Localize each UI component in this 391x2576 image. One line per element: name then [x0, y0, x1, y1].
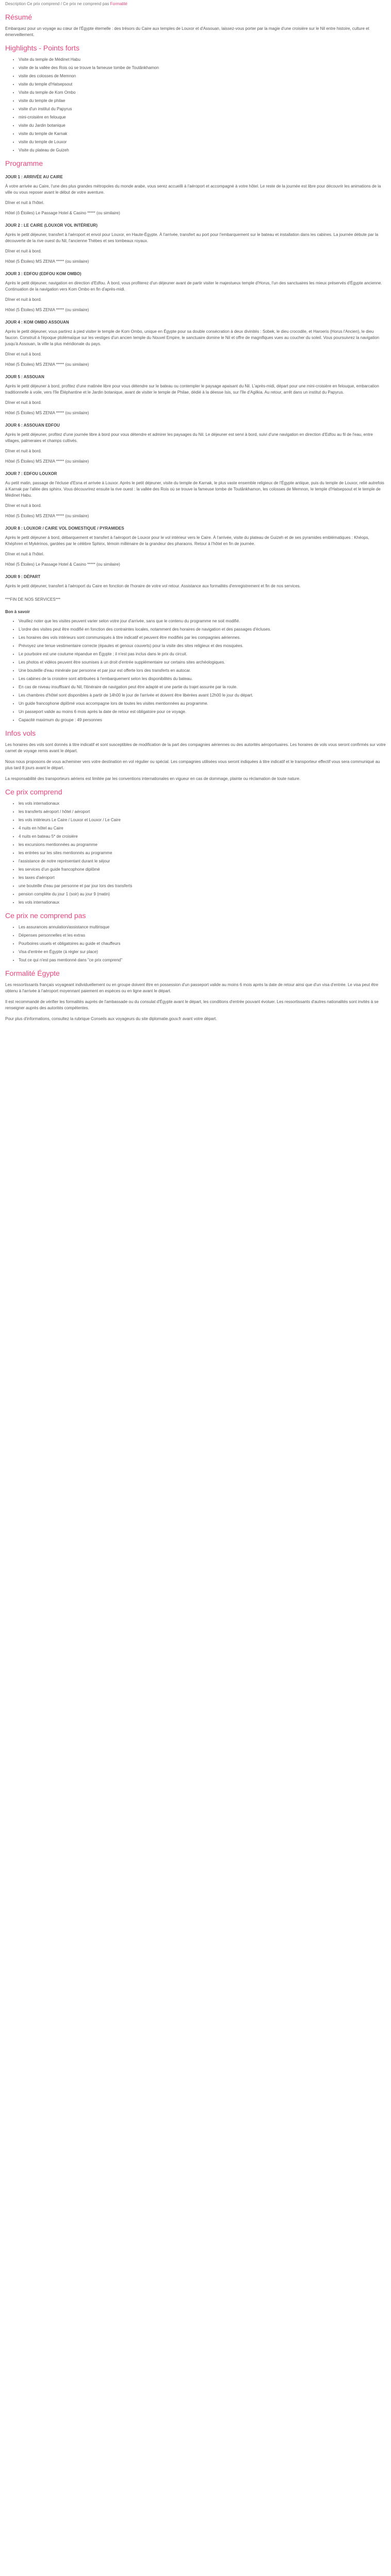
day-description: Après le petit déjeuner, vous partirez à pied visiter le temple de Kom Ombo, unique en Égypte pour sa double consécration à deux divinités : Sobek, le dieu crocodile, et Haroeris (Horus l'Ancien), le dieu faucon. Construit à l'époque ptolémaïque sur les vestiges d'un ancien temple du Nouvel Empire, le sanctuaire domine le Nil et offre de magnifiques vues au coucher du soleil. Vous poursuivrez la navigation jusqu'à Assouan, la ville la plus méridionale du pays. [5, 329, 380, 346]
list-item: • Dépenses personnelles et les extras [19, 933, 386, 939]
day-meal-line: Dîner et nuit à bord. [5, 249, 42, 253]
section-highlights [5, 43, 386, 154]
list-item: • les entrées sur les sites mentionnés au programme [19, 850, 386, 856]
bon-a-savoir-list [5, 618, 386, 723]
list-item: • les vols intérieurs Le Caire / Louxor et Louxor / Le Caire [19, 817, 386, 823]
list-item: • Les assurances annulation/assistance multirisque [19, 924, 386, 930]
list-item: • les transferts aéroport / hôtel / aéroport [19, 809, 386, 815]
list-item: • En cas de niveau insuffisant du Nil, l'itinéraire de navigation peut être adapté et une partie du trajet assurée par la route. [19, 684, 386, 690]
list-item: • Visite du temple de Kom Ombo [19, 90, 386, 96]
section-prix-comprend [5, 787, 386, 906]
tab-nav-text[interactable]: Description Ce prix comprend / Ce prix ne comprend pas [5, 2, 110, 6]
day-description: Après le petit déjeuner à bord, débarquement et transfert à l'aéroport de Louxor pour le vol intérieur vers le Caire. À l'arrivée, visite du plateau de Guizeh et de ses pyramides emblématiques : Khéops, Khéphren et Mykérinos, gardées par le célèbre Sphinx, témoin millénaire de la grandeur des pharaons. Retour à l'hôtel en fin de journée. [5, 535, 369, 546]
list-item: • les excursions mentionnées au programme [19, 842, 386, 848]
list-item: • Une bouteille d'eau minérale par personne et par jour est offerte lors des transferts en autocar. [19, 668, 386, 674]
prix-ne-comprend-pas-list [5, 924, 386, 963]
formalite-title: Formalité Égypte [5, 969, 60, 977]
list-item: • 4 nuits en bateau 5* de croisière [19, 834, 386, 840]
list-item: • 4 nuits en hôtel au Caire [19, 825, 386, 832]
list-item: • Un passeport valide au moins 6 mois après la date de retour est obligatoire pour ce voyage. [19, 709, 386, 715]
list-item: • visite d'un institut du Papyrus [19, 106, 386, 112]
list-item: • Tout ce qui n'est pas mentionné dans "ce prix comprend" [19, 957, 386, 963]
list-item: • visite du temple de Karnak [19, 131, 386, 137]
day-description: Après le petit déjeuner, transfert à l'aéroport du Caire en fonction de l'horaire de votre vol retour. Assistance aux formalités d'enregistrement et fin de nos services. [5, 584, 301, 588]
programme-title: Programme [5, 159, 43, 167]
day-description: Après le petit déjeuner, navigation en direction d'Edfou. À bord, vous profiterez d'un déjeuner avant de partir visiter le majestueux temple d'Horus, l'un des sanctuaires les mieux préservés d'Égypte ancienne. Continuation de la navigation vers Kom Ombo en fin d'après-midi. [5, 281, 382, 292]
page [0, 0, 391, 1042]
day-description: Après le petit déjeuner à bord, profitez d'une matinée libre pour vous détendre sur le bateau ou contempler le paysage apaisant du Nil. L'après-midi, départ pour une mini-croisière en felouque, embarcation traditionnelle à voile, vers l'île Éléphantine et le Jardin botanique, avant de visiter le temple de Philae, dédié à la déesse Isis, sur l'île d'Agilkia. Au retour, arrêt dans un institut du Papyrus. [5, 384, 379, 395]
resume-title: Résumé [5, 13, 32, 21]
day-description: Après le petit déjeuner, profitez d'une journée libre à bord pour vous détendre et admirer les paysages du Nil. Le déjeuner est servi à bord, suivi d'une navigation en direction d'Edfou au fil de l'eau, entre villages, palmeraies et champs cultivés. [5, 432, 373, 443]
day-meal-line: Dîner et nuit à bord. [5, 400, 42, 405]
list-item: • mini-croisière en felouque [19, 114, 386, 121]
day-title: JOUR 1 : ARRIVÉE AU CAIRE [5, 175, 63, 179]
list-item: • visite du temple d'Hatsepsout [19, 81, 386, 88]
highlights-title: Highlights - Points forts [5, 44, 79, 52]
list-item: • une bouteille d'eau par personne et par jour lors des transferts [19, 883, 386, 889]
day-hotel-line: Hôtel (5 Étoiles) MS ZENIA ***** (ou similaire) [5, 259, 89, 264]
list-item: • l'assistance de notre représentant durant le séjour [19, 858, 386, 865]
formalite-paragraph: Les ressortissants français voyageant individuellement ou en groupe doivent être en possession d'un passeport valide au moins 6 mois après la date de retour ainsi que d'un visa d'entrée. Le visa peut être obtenu à l'arrivée à l'aéroport moyennant paiement en espèces ou en ligne avant le départ. [5, 982, 379, 993]
list-item: • Un guide francophone diplômé vous accompagne lors de toutes les visites mentionnées au programme. [19, 701, 386, 707]
day-hotel-line: Hôtel (5 Étoiles) MS ZENIA ***** (ou similaire) [5, 459, 89, 464]
list-item: • Visite du temple de Médinet Habu [19, 57, 386, 63]
list-item: • les services d'un guide francophone diplômé [19, 867, 386, 873]
section-formalite [5, 969, 386, 1022]
list-item: • pension complète du jour 1 (soir) au jour 9 (matin) [19, 891, 386, 897]
day-title: JOUR 7 : EDFOU LOUXOR [5, 471, 57, 476]
end-of-services-note: ***FIN DE NOS SERVICES*** [5, 597, 60, 602]
day-description: Après le petit déjeuner, transfert à l'aéroport et envol pour Louxor, en Haute-Égypte. À l'arrivée, transfert au port pour l'embarquement sur le bateau et installation dans les cabines. La journée débute par la découverte de la rive ouest du Nil, l'ancienne Thèbes et ses tombeaux royaux. [5, 232, 379, 243]
list-item: • Les chambres d'hôtel sont disponibles à partir de 14h00 le jour de l'arrivée et doivent être libérées avant 12h00 le jour du départ. [19, 692, 386, 699]
day-title: JOUR 3 : EDFOU (EDFOU KOM OMBO) [5, 272, 82, 276]
section-resume [5, 12, 386, 38]
day-block [5, 526, 386, 568]
infos-vols-title: Infos vols [5, 729, 36, 737]
day-meal-line: Dîner et nuit à bord. [5, 449, 42, 453]
day-block [5, 174, 386, 216]
day-meal-line: Dîner et nuit à bord. [5, 297, 42, 302]
list-item: • Prévoyez une tenue vestimentaire correcte (épaules et genoux couverts) pour la visite des sites religieux et des mosquées. [19, 643, 386, 649]
day-block [5, 471, 386, 519]
list-item: • visite du temple de philae [19, 98, 386, 104]
day-description: À votre arrivée au Caire, l'une des plus grandes métropoles du monde arabe, vous serez accueilli à l'aéroport et accompagné à votre hôtel. Le reste de la journée est libre pour découvrir les animations de la ville ou vous reposer avant le début de votre aventure. [5, 184, 381, 195]
day-title: JOUR 8 : LOUXOR / CAIRE VOL DOMESTIQUE / PYRAMIDES [5, 526, 124, 531]
day-block [5, 422, 386, 465]
list-item: • Les photos et vidéos peuvent être soumises à un droit d'entrée supplémentaire sur certains sites archéologiques. [19, 659, 386, 666]
section-programme [5, 159, 386, 589]
day-title: JOUR 4 : KOM OMBO ASSOUAN [5, 320, 69, 325]
day-hotel-line: Hôtel (5 Étoiles) Le Passage Hotel & Casino ***** (ou similaire) [5, 562, 120, 567]
list-item: • Pourboires usuels et obligatoires au guide et chauffeurs [19, 941, 386, 947]
formalite-paragraph: Il est recommandé de vérifier les formalités auprès de l'ambassade ou du consulat d'Égypte avant le départ, les conditions d'entrée pouvant évoluer. Les ressortissants d'autres nationalités sont invités à se renseigner auprès des autorités compétentes. [5, 999, 379, 1010]
day-hotel-line: Hôtel (5 Étoiles) MS ZENIA ***** (ou similaire) [5, 362, 89, 367]
list-item: • visite des colosses de Memnon [19, 73, 386, 79]
day-hotel-line: Hôtel (5 Étoiles) MS ZENIA ***** (ou similaire) [5, 514, 89, 518]
highlights-list [5, 57, 386, 154]
section-bon-a-savoir [5, 597, 386, 723]
day-title: JOUR 5 : ASSOUAN [5, 375, 44, 379]
infos-vols-paragraph: Nous nous proposons de vous acheminer vers votre destination en vol régulier ou spécial. Les compagnies utilisées vous seront indiquées à titre indicatif et le transporteur effectif vous sera communiqué au plus tard 8 jours avant le départ. [5, 759, 380, 770]
formalite-paragraph: Pour plus d'informations, consultez la rubrique Conseils aux voyageurs du site diplomatie.gouv.fr avant votre départ. [5, 1016, 217, 1021]
day-meal-line: Dîner et nuit à bord. [5, 352, 42, 357]
list-item: • les vols internationaux [19, 801, 386, 807]
infos-vols-paragraph: La responsabilité des transporteurs aériens est limitée par les conventions internationales en vigueur en cas de dommage, plainte ou réclamation de toute nature. [5, 776, 301, 781]
prix-comprend-list [5, 801, 386, 906]
day-title: JOUR 2 : LE CAIRE (LOUXOR VOL INTÉRIEUR) [5, 223, 97, 228]
list-item: • Visite du plateau de Guizeh [19, 147, 386, 154]
day-block [5, 374, 386, 416]
day-meal-line: Dîner et nuit à l'hôtel. [5, 552, 44, 556]
infos-vols-paragraph: Les horaires des vols sont donnés à titre indicatif et sont susceptibles de modification de la part des compagnies aériennes ou des autorités aéroportuaires. Les horaires de vols vous seront confirmés sur votre carnet de voyage remis avant le départ. [5, 742, 386, 753]
day-meal-line: Dîner et nuit à bord. [5, 503, 42, 508]
list-item: • Capacité maximum du groupe : 49 personnes [19, 717, 386, 723]
list-item: • visite du Jardin botanique [19, 123, 386, 129]
day-description: Au petit matin, passage de l'écluse d'Esna et arrivée à Louxor. Après le petit déjeuner, visite du temple de Karnak, le plus vaste ensemble religieux de l'Égypte antique, puis du temple de Louxor, relié autrefois à Karnak par l'allée des sphinx. Vous découvrirez ensuite la rive ouest : la vallée des Rois où se trouve la fameuse tombe de Toutânkhamon, les colosses de Memnon, le temple d'Hatsepsout et le temple de Médinet Habu. [5, 481, 384, 498]
section-infos-vols [5, 728, 386, 782]
day-block [5, 574, 386, 589]
day-meal-line: Dîner et nuit à l'hôtel. [5, 200, 44, 205]
day-hotel-line: Hôtel (5 Étoiles) MS ZENIA ***** (ou similaire) [5, 411, 89, 415]
prix-ne-comprend-pas-title: Ce prix ne comprend pas [5, 911, 86, 920]
list-item: • Veuillez noter que les visites peuvent varier selon votre jour d'arrivée, sans que le contenu du programme ne soit modifié. [19, 618, 386, 624]
list-item: • les vols internationaux [19, 900, 386, 906]
day-block [5, 319, 386, 368]
day-block [5, 223, 386, 265]
list-item: • Visa d'entrée en Égypte (à régler sur place) [19, 949, 386, 955]
bon-a-savoir-title: Bon à savoir [5, 609, 30, 614]
tab-formalite[interactable]: Formalité [110, 2, 127, 6]
section-prix-ne-comprend-pas [5, 911, 386, 963]
list-item: • L'ordre des visites peut être modifié en fonction des contraintes locales, notamment des horaires de navigation et des passages d'écluses. [19, 626, 386, 633]
list-item: • Les cabines de la croisière sont attribuées à l'embarquement selon les disponibilités du bateau. [19, 676, 386, 682]
tab-nav [5, 1, 386, 7]
day-title: JOUR 6 : ASSOUAN EDFOU [5, 423, 60, 428]
day-block [5, 271, 386, 313]
day-hotel-line: Hôtel (5 Étoiles) MS ZENIA ***** (ou similaire) [5, 308, 89, 312]
list-item: • Les horaires des vols intérieurs sont communiqués à titre indicatif et peuvent être modifiés par les compagnies aériennes. [19, 635, 386, 641]
list-item: • les taxes d'aéroport [19, 875, 386, 881]
prix-comprend-title: Ce prix comprend [5, 788, 62, 796]
list-item: • visite de la vallée des Rois où se trouve la fameuse tombe de Toutânkhamon [19, 65, 386, 71]
list-item: • visite du temple de Louxor [19, 139, 386, 145]
day-hotel-line: Hôtel (ô Étoiles) Le Passage Hotel & Casino ***** (ou similaire) [5, 211, 120, 215]
day-title: JOUR 9 : DÉPART [5, 574, 41, 579]
resume-text: Embarquez pour un voyage au cœur de l'Égypte éternelle : des trésors du Caire aux temples de Louxor et d'Assouan, laissez-vous porter par la magie d'une croisière sur le Nil entre histoire, culture et émerveillement. [5, 26, 369, 37]
list-item: • Le pourboire est une coutume répandue en Égypte ; il n'est pas inclus dans le prix du circuit. [19, 651, 386, 657]
